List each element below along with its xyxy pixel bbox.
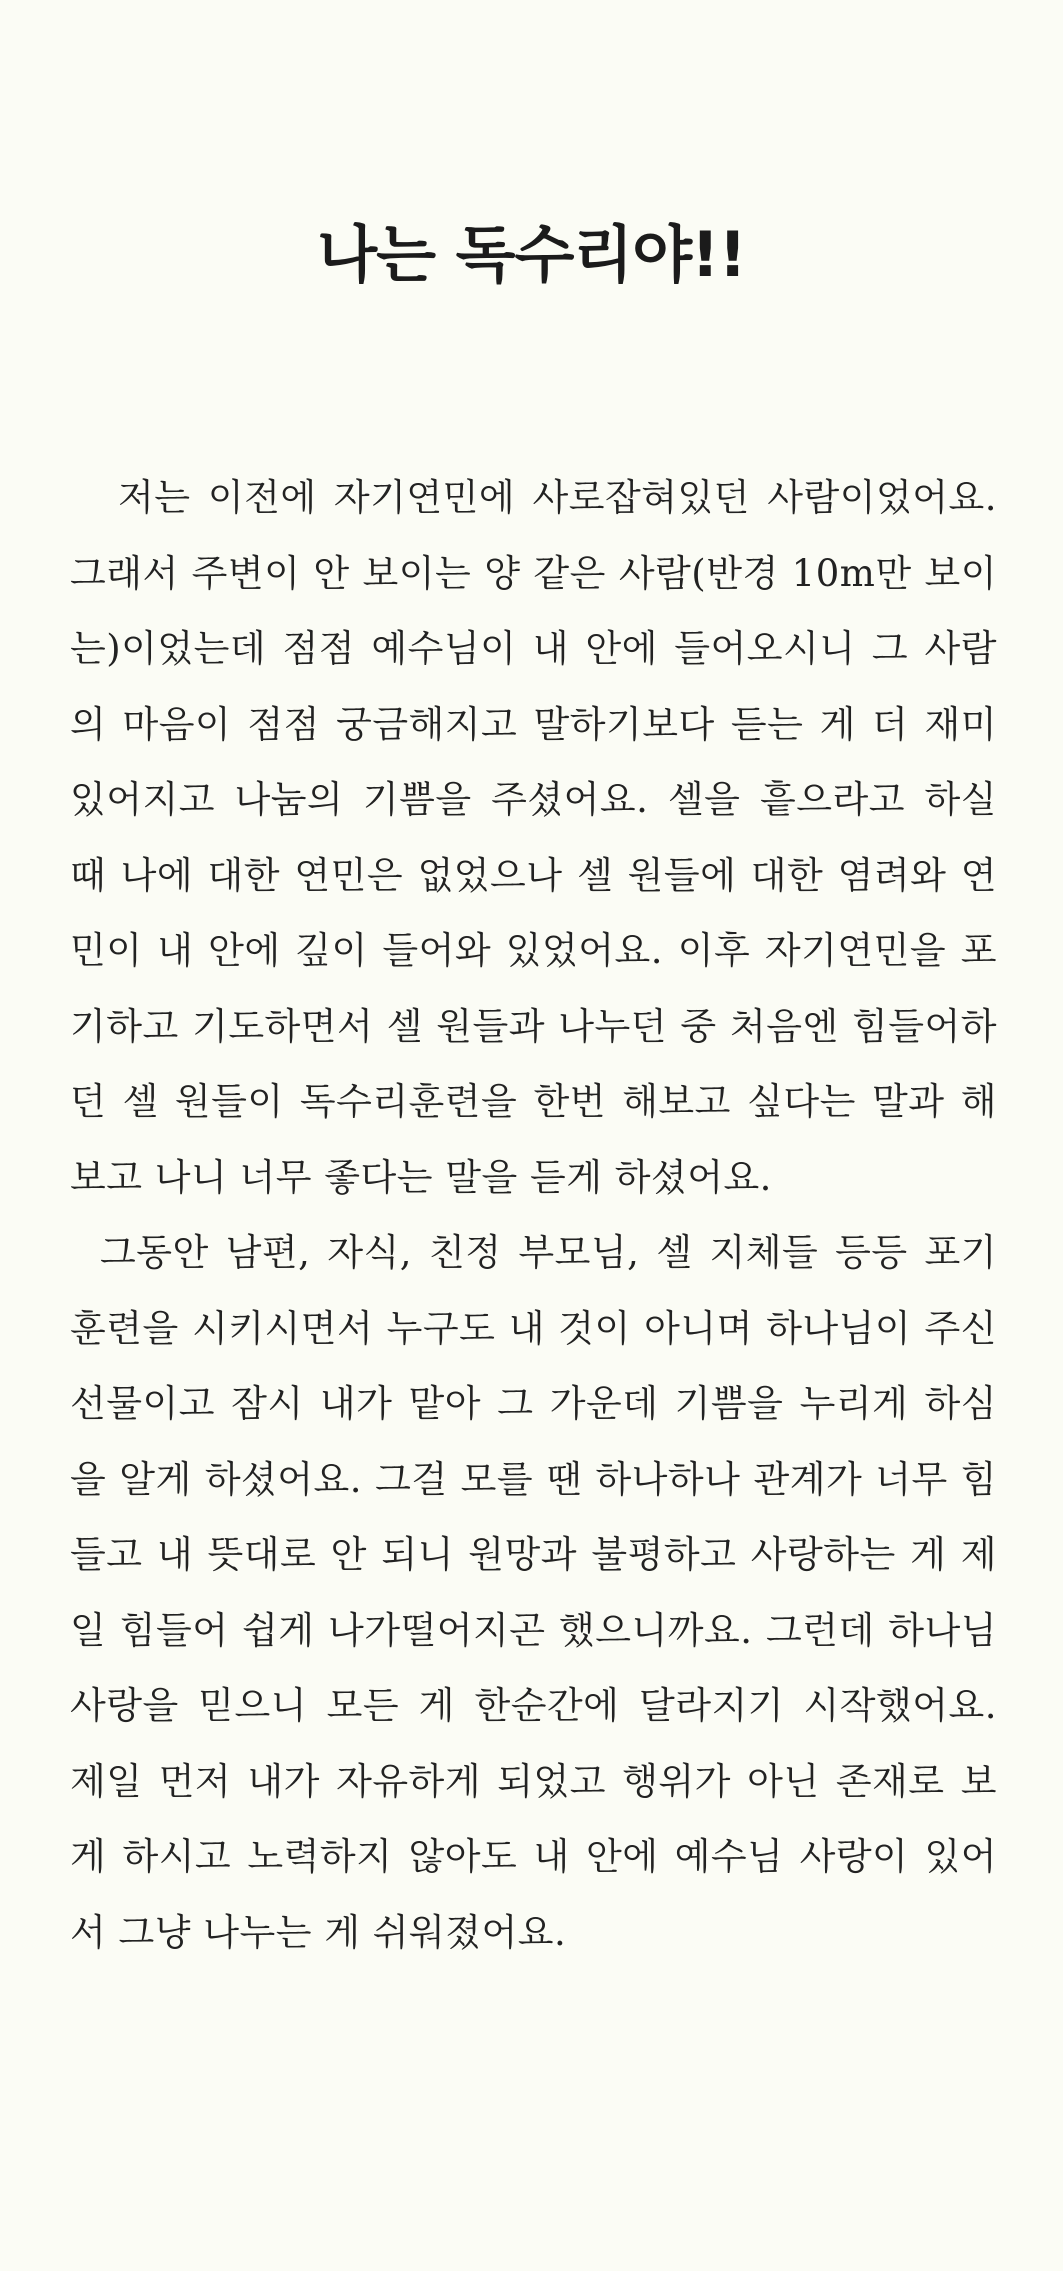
- article-body: [70, 460, 997, 1970]
- article-title: 나는 독수리야!!: [317, 217, 746, 291]
- paragraph-2: 그동안 남편, 자식, 친정 부모님, 셀 지체들 등등 포기 훈련을 시키시면서 누구도 내 것이 아니며 하나님이 주신 선물이고 잠시 내가 맡아 그 가운데 기쁨을 누리게 하심을 알게 하셨어요. 그걸 모를 땐 하나하나 관계가 너무 힘들고 내 뜻대로 안 되니 원망과 불평하고 사랑하는 게 제일 힘들어 쉽게 나가떨어지곤 했으니까요. 그런데 하나님 사랑을 믿으니 모든 게 한순간에 달라지기 시작했어요. 제일 먼저 내가 자유하게 되었고 행위가 아닌 존재로 보게 하시고 노력하지 않아도 내 안에 예수님 사랑이 있어서 그냥 나누는 게 쉬워졌어요.: [70, 1231, 997, 1954]
- paragraph-1: 저는 이전에 자기연민에 사로잡혀있던 사람이었어요. 그래서 주변이 안 보이는 양 같은 사람(반경 10m만 보이는)이었는데 점점 예수님이 내 안에 들어오시니 그 사람의 마음이 점점 궁금해지고 말하기보다 듣는 게 더 재미있어지고 나눔의 기쁨을 주셨어요. 셀을 흩으라고 하실 때 나에 대한 연민은 없었으나 셀 원들에 대한 염려와 연민이 내 안에 깊이 들어와 있었어요. 이후 자기연민을 포기하고 기도하면서 셀 원들과 나누던 중 처음엔 힘들어하던 셀 원들이 독수리훈련을 한번 해보고 싶다는 말과 해보고 나니 너무 좋다는 말을 듣게 하셨어요.: [70, 476, 997, 1199]
